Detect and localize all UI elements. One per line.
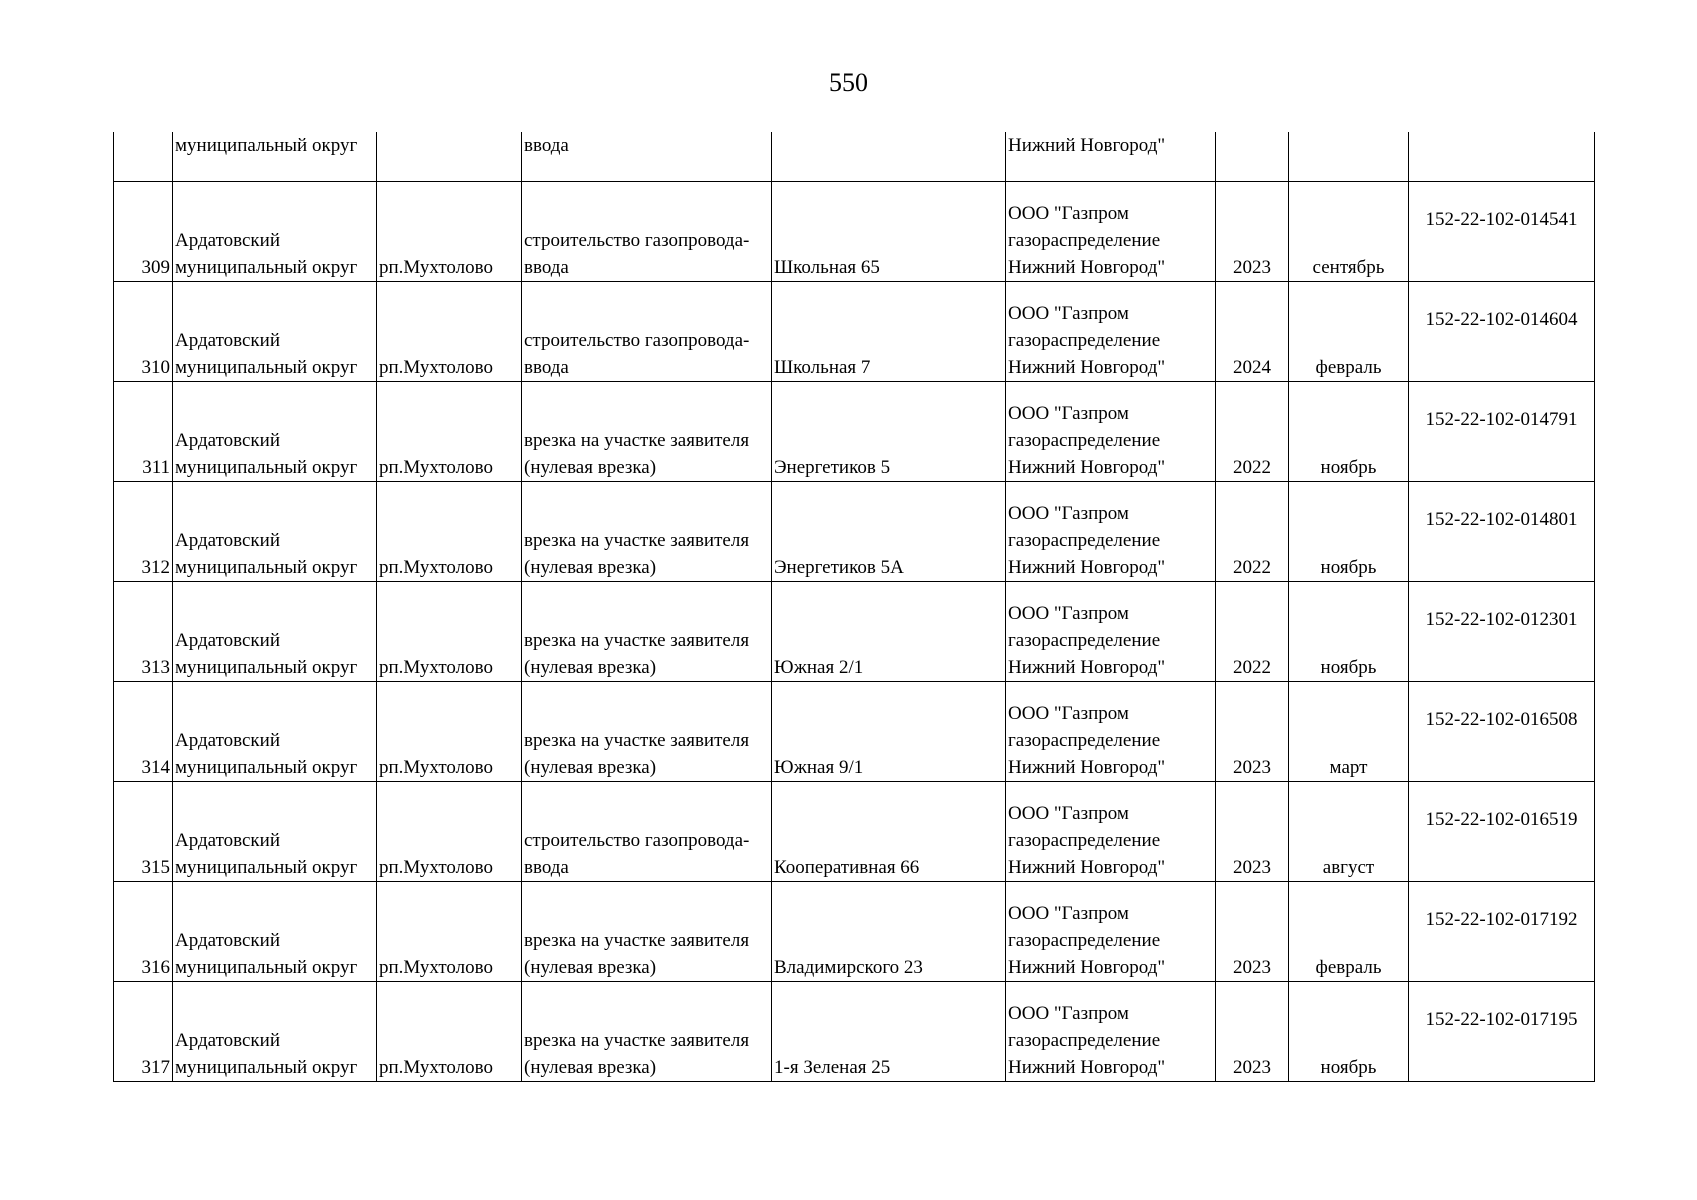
address-cell: Владимирского 23 — [772, 881, 1006, 981]
district-name: Ардатовский — [175, 1029, 280, 1051]
organization-cell — [1006, 281, 1216, 381]
work-type-line-2: ввода — [524, 856, 569, 878]
address-cell: Школьная 7 — [772, 281, 1006, 381]
year-cell: 2022 — [1216, 381, 1289, 481]
district-name: Ардатовский — [175, 629, 280, 651]
organization-line-3: Нижний Новгород" — [1008, 356, 1166, 378]
work-type-line-1: строительство газопровода- — [524, 329, 750, 351]
organization-cell — [1006, 681, 1216, 781]
work-type-line-1: строительство газопровода- — [524, 829, 750, 851]
district-name: Ардатовский — [175, 729, 280, 751]
organization-cell — [1006, 981, 1216, 1081]
code-cell: 152-22-102-014801 — [1409, 481, 1595, 581]
month-cell: февраль — [1289, 281, 1409, 381]
address-cell: Школьная 65 — [772, 181, 1006, 281]
district-type: муниципальный округ — [175, 756, 358, 778]
settlement-cell: рп.Мухтолово — [377, 981, 522, 1081]
organization-line-1: ООО "Газпром — [1008, 902, 1129, 924]
registry-table — [113, 132, 1595, 1082]
district-type: муниципальный округ — [175, 256, 358, 278]
organization-line-2: газораспределение — [1008, 1029, 1161, 1051]
table-row — [114, 381, 1595, 481]
organization-line-3: Нижний Новгород" — [1008, 556, 1166, 578]
organization-cell: Нижний Новгород" — [1006, 132, 1216, 181]
code-cell: 152-22-102-014541 — [1409, 181, 1595, 281]
year-cell — [1216, 132, 1289, 181]
district-name: Ардатовский — [175, 929, 280, 951]
row-number: 314 — [114, 681, 173, 781]
year-cell: 2022 — [1216, 481, 1289, 581]
settlement-cell: рп.Мухтолово — [377, 181, 522, 281]
settlement-cell: рп.Мухтолово — [377, 681, 522, 781]
organization-line-3: Нижний Новгород" — [1008, 656, 1166, 678]
district-type: муниципальный округ — [175, 556, 358, 578]
district-name: Ардатовский — [175, 229, 280, 251]
month-cell: ноябрь — [1289, 381, 1409, 481]
settlement-cell: рп.Мухтолово — [377, 581, 522, 681]
organization-line-1: ООО "Газпром — [1008, 1002, 1129, 1024]
work-type-cell: ввода — [522, 132, 772, 181]
organization-line-3: Нижний Новгород" — [1008, 1056, 1166, 1078]
work-type-line-1: врезка на участке заявителя — [524, 1029, 750, 1051]
district-cell — [173, 881, 377, 981]
district-cell — [173, 981, 377, 1081]
work-type-line-2: (нулевая врезка) — [524, 1056, 657, 1078]
month-cell: ноябрь — [1289, 981, 1409, 1081]
organization-line-2: газораспределение — [1008, 229, 1161, 251]
settlement-cell: рп.Мухтолово — [377, 381, 522, 481]
organization-line-3: Нижний Новгород" — [1008, 256, 1166, 278]
organization-line-2: газораспределение — [1008, 529, 1161, 551]
month-cell: март — [1289, 681, 1409, 781]
address-cell: Энергетиков 5 — [772, 381, 1006, 481]
work-type-line-1: врезка на участке заявителя — [524, 929, 750, 951]
work-type-cell — [522, 881, 772, 981]
work-type-cell — [522, 681, 772, 781]
row-number: 311 — [114, 381, 173, 481]
settlement-cell: рп.Мухтолово — [377, 781, 522, 881]
district-type: муниципальный округ — [175, 856, 358, 878]
organization-line-1: ООО "Газпром — [1008, 502, 1129, 524]
district-cell — [173, 681, 377, 781]
continuation-row — [114, 132, 1595, 181]
work-type-cell — [522, 281, 772, 381]
table-row — [114, 481, 1595, 581]
year-cell: 2023 — [1216, 681, 1289, 781]
month-cell — [1289, 132, 1409, 181]
code-cell: 152-22-102-016519 — [1409, 781, 1595, 881]
month-cell: сентябрь — [1289, 181, 1409, 281]
organization-line-2: газораспределение — [1008, 629, 1161, 651]
organization-line-3: Нижний Новгород" — [1008, 756, 1166, 778]
settlement-cell: рп.Мухтолово — [377, 281, 522, 381]
organization-line-2: газораспределение — [1008, 729, 1161, 751]
code-cell: 152-22-102-014791 — [1409, 381, 1595, 481]
settlement-cell: рп.Мухтолово — [377, 481, 522, 581]
work-type-line-1: врезка на участке заявителя — [524, 429, 750, 451]
district-cell — [173, 281, 377, 381]
organization-line-1: ООО "Газпром — [1008, 602, 1129, 624]
district-type: муниципальный округ — [175, 956, 358, 978]
year-cell: 2022 — [1216, 581, 1289, 681]
address-cell: Кооперативная 66 — [772, 781, 1006, 881]
organization-line-3: Нижний Новгород" — [1008, 956, 1166, 978]
page-number: 550 — [829, 68, 868, 97]
month-cell: ноябрь — [1289, 481, 1409, 581]
work-type-cell — [522, 181, 772, 281]
organization-line-1: ООО "Газпром — [1008, 202, 1129, 224]
year-cell: 2023 — [1216, 881, 1289, 981]
district-type: муниципальный округ — [175, 356, 358, 378]
work-type-line-1: врезка на участке заявителя — [524, 629, 750, 651]
work-type-line-1: врезка на участке заявителя — [524, 729, 750, 751]
work-type-cell — [522, 981, 772, 1081]
work-type-line-2: (нулевая врезка) — [524, 956, 657, 978]
code-cell: 152-22-102-017192 — [1409, 881, 1595, 981]
work-type-line-1: врезка на участке заявителя — [524, 529, 750, 551]
organization-line-1: ООО "Газпром — [1008, 402, 1129, 424]
district-cell: муниципальный округ — [173, 132, 377, 181]
district-cell — [173, 581, 377, 681]
organization-line-1: ООО "Газпром — [1008, 302, 1129, 324]
row-number: 316 — [114, 881, 173, 981]
district-type: муниципальный округ — [175, 656, 358, 678]
district-type: муниципальный округ — [175, 456, 358, 478]
month-cell: февраль — [1289, 881, 1409, 981]
work-type-cell — [522, 381, 772, 481]
table-row — [114, 581, 1595, 681]
month-cell: август — [1289, 781, 1409, 881]
organization-line-2: газораспределение — [1008, 929, 1161, 951]
settlement-cell — [377, 132, 522, 181]
table-row — [114, 881, 1595, 981]
work-type-cell — [522, 481, 772, 581]
row-number: 312 — [114, 481, 173, 581]
organization-cell — [1006, 881, 1216, 981]
district-name: Ардатовский — [175, 429, 280, 451]
district-type: муниципальный округ — [175, 1056, 358, 1078]
table-row — [114, 781, 1595, 881]
address-cell: 1-я Зеленая 25 — [772, 981, 1006, 1081]
district-cell — [173, 381, 377, 481]
address-cell: Энергетиков 5А — [772, 481, 1006, 581]
month-cell: ноябрь — [1289, 581, 1409, 681]
year-cell: 2023 — [1216, 981, 1289, 1081]
organization-line-1: ООО "Газпром — [1008, 702, 1129, 724]
code-cell: 152-22-102-017195 — [1409, 981, 1595, 1081]
row-number: 317 — [114, 981, 173, 1081]
address-cell: Южная 9/1 — [772, 681, 1006, 781]
table-row — [114, 281, 1595, 381]
work-type-line-2: (нулевая врезка) — [524, 656, 657, 678]
work-type-line-2: (нулевая врезка) — [524, 756, 657, 778]
district-cell — [173, 481, 377, 581]
organization-cell — [1006, 481, 1216, 581]
code-cell: 152-22-102-012301 — [1409, 581, 1595, 681]
organization-line-2: газораспределение — [1008, 829, 1161, 851]
work-type-cell — [522, 781, 772, 881]
work-type-line-2: ввода — [524, 256, 569, 278]
work-type-line-2: (нулевая врезка) — [524, 556, 657, 578]
work-type-cell — [522, 581, 772, 681]
organization-line-2: газораспределение — [1008, 329, 1161, 351]
settlement-cell: рп.Мухтолово — [377, 881, 522, 981]
district-cell — [173, 781, 377, 881]
organization-cell — [1006, 181, 1216, 281]
organization-line-3: Нижний Новгород" — [1008, 856, 1166, 878]
organization-cell — [1006, 381, 1216, 481]
row-number: 310 — [114, 281, 173, 381]
year-cell: 2023 — [1216, 781, 1289, 881]
district-name: Ардатовский — [175, 329, 280, 351]
organization-cell — [1006, 781, 1216, 881]
row-number: 315 — [114, 781, 173, 881]
year-cell: 2024 — [1216, 281, 1289, 381]
address-cell: Южная 2/1 — [772, 581, 1006, 681]
row-number — [114, 132, 173, 181]
address-cell — [772, 132, 1006, 181]
district-name: Ардатовский — [175, 829, 280, 851]
table-row — [114, 681, 1595, 781]
year-cell: 2023 — [1216, 181, 1289, 281]
table-row — [114, 981, 1595, 1081]
row-number: 309 — [114, 181, 173, 281]
work-type-line-2: ввода — [524, 356, 569, 378]
code-cell — [1409, 132, 1595, 181]
code-cell: 152-22-102-016508 — [1409, 681, 1595, 781]
organization-cell — [1006, 581, 1216, 681]
work-type-line-2: (нулевая врезка) — [524, 456, 657, 478]
organization-line-3: Нижний Новгород" — [1008, 456, 1166, 478]
code-cell: 152-22-102-014604 — [1409, 281, 1595, 381]
organization-line-2: газораспределение — [1008, 429, 1161, 451]
organization-line-1: ООО "Газпром — [1008, 802, 1129, 824]
table-row — [114, 181, 1595, 281]
district-name: Ардатовский — [175, 529, 280, 551]
row-number: 313 — [114, 581, 173, 681]
district-cell — [173, 181, 377, 281]
work-type-line-1: строительство газопровода- — [524, 229, 750, 251]
